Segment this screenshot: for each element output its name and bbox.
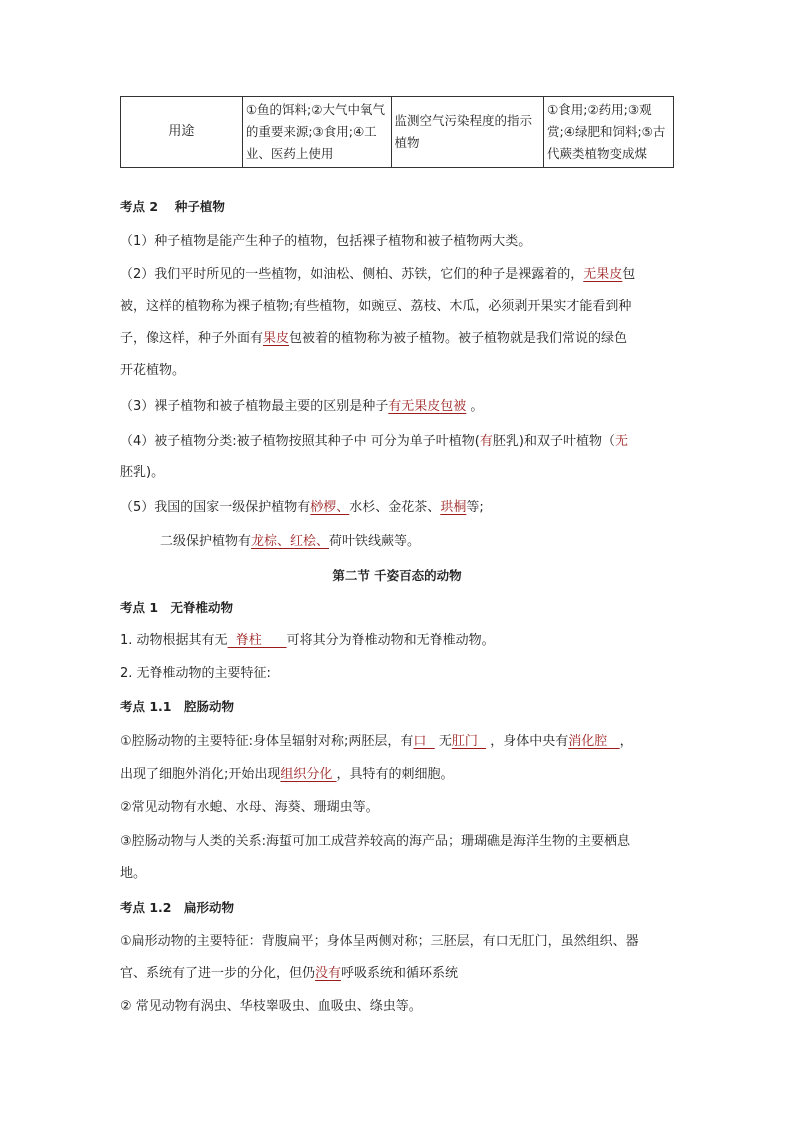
section-header-invertebrates: 考点 1 无脊椎动物 <box>120 600 234 615</box>
paragraph: ②常见动物有水螅、水母、海葵、珊瑚虫等。 <box>120 800 379 815</box>
paragraph: 官、系统有了进一步的分化，但仍没有呼吸系统和循环系统 <box>120 966 459 981</box>
section-title: 第二节 千姿百态的动物 <box>332 568 462 583</box>
paragraph: （3）裸子植物和被子植物最主要的区别是种子有无果皮包被 。 <box>120 399 484 414</box>
answer-blank: 消化腔 <box>568 734 620 749</box>
paragraph: ①扁形动物的主要特征：背腹扁平；身体呈两侧对称；三胚层，有口无肛门，虽然组织、器 <box>120 934 639 949</box>
answer-blank: 脊柱 <box>227 633 287 648</box>
table-cell-moss-uses: 监测空气污染程度的指示植物 <box>391 97 544 168</box>
answer-blank: 龙棕、红桧、 <box>251 534 330 549</box>
paragraph: ①腔肠动物的主要特征:身体呈辐射对称;两胚层，有口 无肛门 ，身体中央有消化腔 ， <box>120 734 633 749</box>
answer-blank: 桫椤、 <box>310 500 350 515</box>
answer-blank: 没有 <box>315 966 342 981</box>
table-cell-fern-uses: ①食用;②药用;③观赏;④绿肥和饲料;⑤古代蕨类植物变成煤 <box>544 97 674 168</box>
paragraph: 2. 无脊椎动物的主要特征: <box>120 666 271 681</box>
paragraph: ② 常见动物有涡虫、华枝睾吸虫、血吸虫、绦虫等。 <box>120 999 422 1014</box>
answer-blank: 口 <box>413 734 435 749</box>
answer-blank: 无果皮 <box>583 267 623 282</box>
answer-blank: 有 <box>479 434 493 449</box>
paragraph: 开花植物。 <box>120 363 186 378</box>
section-header-flatworms: 考点 1.2 扁形动物 <box>120 900 234 915</box>
answer-blank: 果皮 <box>263 331 290 346</box>
paragraph: 1. 动物根据其有无 脊柱 可将其分为脊椎动物和无脊椎动物。 <box>120 633 495 648</box>
paragraph: 地。 <box>120 866 147 881</box>
answer-blank: 肛门 <box>451 734 487 749</box>
paragraph: （2）我们平时所见的一些植物，如油松、侧柏、苏铁，它们的种子是裸露着的，无果皮包 <box>120 267 636 282</box>
paragraph: 胚乳)。 <box>120 465 165 480</box>
row-label: 用途 <box>121 97 243 168</box>
paragraph: ③腔肠动物与人类的关系:海蜇可加工成营养较高的海产品；珊瑚礁是海洋生物的主要栖息 <box>120 834 631 849</box>
answer-blank: 珙桐 <box>440 500 467 515</box>
paragraph: 子，像这样，种子外面有果皮包被着的植物称为被子植物。被子植物就是我们常说的绿色 <box>120 331 628 346</box>
section-header-cnidarians: 考点 1.1 腔肠动物 <box>120 699 234 714</box>
usage-table <box>120 96 674 168</box>
answer-blank: 有无果皮包被 <box>388 399 467 414</box>
answer-blank: 无 <box>614 434 628 449</box>
paragraph: 二级保护植物有龙棕、红桧、荷叶铁线蕨等。 <box>160 534 421 549</box>
paragraph: （5）我国的国家一级保护植物有桫椤、水杉、金花茶、珙桐等; <box>120 500 484 515</box>
paragraph: （1）种子植物是能产生种子的植物，包括裸子植物和被子植物两大类。 <box>120 234 532 249</box>
paragraph: （4）被子植物分类:被子植物按照其种子中 可分为单子叶植物(有胚乳)和双子叶植物（无 <box>120 434 628 449</box>
paragraph: 被，这样的植物称为裸子植物;有些植物，如豌豆、荔枝、木瓜，必须剥开果实才能看到种 <box>120 299 632 314</box>
table-cell-algae-uses: ①鱼的饵料;②大气中氧气的重要来源;③食用;④工业、医药上使用 <box>242 97 391 168</box>
paragraph: 出现了细胞外消化;开始出现组织分化 ，具特有的刺细胞。 <box>120 767 454 782</box>
answer-blank: 组织分化 <box>280 767 337 782</box>
table-row <box>121 97 674 168</box>
section-header-seed-plants: 考点 2 种子植物 <box>120 199 225 214</box>
